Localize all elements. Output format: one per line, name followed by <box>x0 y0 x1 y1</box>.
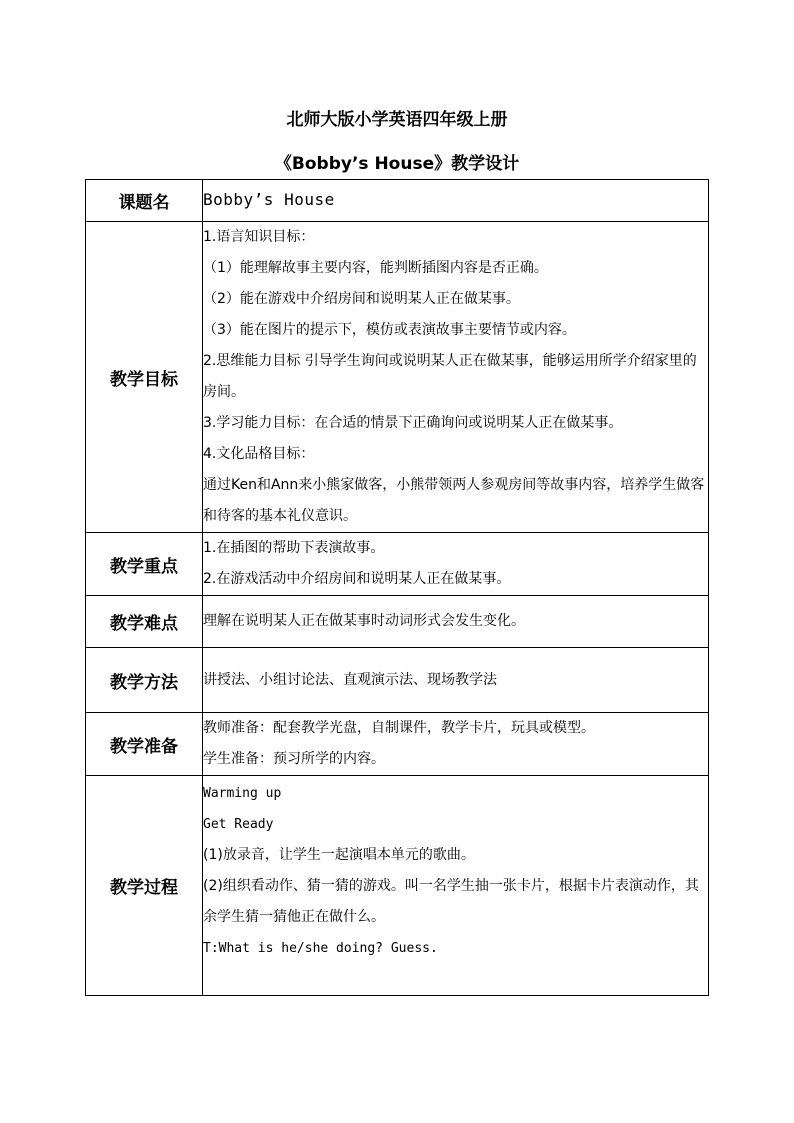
row-value-preparation <box>203 713 709 776</box>
row-label-topic: 课题名 <box>86 180 203 222</box>
process-line: Get Ready <box>203 817 274 832</box>
objective-line: 1.语言知识目标： <box>203 229 315 245</box>
row-value-methods: 讲授法、小组讨论法、直观演示法、现场教学法 <box>203 648 709 713</box>
process-line: T:What is he/she doing? Guess. <box>203 941 438 956</box>
row-value-objectives <box>203 222 709 533</box>
objective-line: 2.思维能力目标 引导学生询问或说明某人正在做某事，能够运用所学介绍家里的房间。 <box>203 353 697 400</box>
topic-value: Bobby’s House <box>203 190 335 209</box>
table-row-difficulties <box>86 596 709 648</box>
table-row-key-points <box>86 533 709 596</box>
process-line: (1)放录音，让学生一起演唱本单元的歌曲。 <box>203 847 475 863</box>
key-point-line: 2.在游戏活动中介绍房间和说明某人正在做某事。 <box>203 571 511 587</box>
key-point-line: 1.在插图的帮助下表演故事。 <box>203 540 385 556</box>
table-row-methods <box>86 648 709 713</box>
row-label-difficulties: 教学难点 <box>86 596 203 648</box>
row-label-methods: 教学方法 <box>86 648 203 713</box>
objective-line: 3.学习能力目标：在合适的情景下正确询问或说明某人正在做某事。 <box>203 415 623 431</box>
table-row-topic <box>86 180 709 222</box>
objective-line: （3）能在图片的提示下，模仿或表演故事主要情节或内容。 <box>203 322 576 338</box>
row-label-key-points: 教学重点 <box>86 533 203 596</box>
row-value-process <box>203 776 709 996</box>
process-line: Warming up <box>203 786 282 801</box>
lesson-plan-table <box>85 179 709 996</box>
row-label-objectives: 教学目标 <box>86 222 203 533</box>
row-label-preparation: 教学准备 <box>86 713 203 776</box>
process-line: (2)组织看动作、猜一猜的游戏。叫一名学生抽一张卡片，根据卡片表演动作，其余学生猜一猜他正在做什么。 <box>203 878 699 925</box>
table-row-objectives <box>86 222 709 533</box>
table-row-preparation <box>86 713 709 776</box>
preparation-line: 教师准备：配套教学光盘，自制课件，教学卡片，玩具或模型。 <box>203 720 595 736</box>
row-label-process: 教学过程 <box>86 776 203 996</box>
table-row-process <box>86 776 709 996</box>
objective-line: （2）能在游戏中介绍房间和说明某人正在做某事。 <box>203 291 520 307</box>
row-value-topic <box>203 180 709 222</box>
document-subtitle: 《Bobby’s House》教学设计 <box>274 154 520 174</box>
document-title: 北师大版小学英语四年级上册 <box>286 110 508 130</box>
objective-line: （1）能理解故事主要内容，能判断插图内容是否正确。 <box>203 260 548 276</box>
preparation-line: 学生准备：预习所学的内容。 <box>203 751 385 767</box>
objective-line: 通过Ken和Ann来小熊家做客，小熊带领两人参观房间等故事内容，培养学生做客和待客的基本礼仪意识。 <box>203 477 705 524</box>
objective-line: 4.文化品格目标： <box>203 446 315 462</box>
row-value-difficulties: 理解在说明某人正在做某事时动词形式会发生变化。 <box>203 596 709 648</box>
row-value-key-points <box>203 533 709 596</box>
